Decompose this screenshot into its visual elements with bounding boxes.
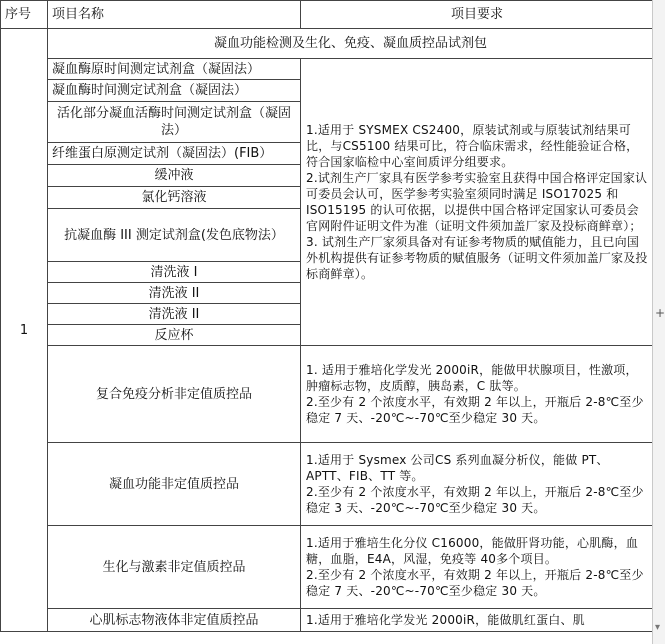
control-name: 复合免疫分析非定值质控品 — [48, 346, 301, 443]
reagent-name: 清洗液 I — [48, 262, 301, 283]
reagent-name: 清洗液 II — [48, 283, 301, 304]
requirement-text: 1. 适用于雅培化学发光 2000iR，能做甲状腺项目，性激项，肿瘤标志物，皮质醇，胰岛素，C 肽等。 — [306, 363, 638, 393]
reagent-name: 凝血酶时间测定试剂盒（凝固法） — [48, 80, 301, 102]
section-title: 凝血功能检测及生化、免疫、凝血质控品试剂包 — [48, 29, 654, 59]
control-name: 生化与激素非定值质控品 — [48, 526, 301, 609]
header-requirements: 项目要求 — [301, 1, 654, 29]
reagent-name: 凝血酶原时间测定试剂盒（凝固法） — [48, 59, 301, 80]
header-row — [1, 1, 654, 29]
table-row — [1, 526, 654, 609]
header-no: 序号 — [1, 1, 48, 29]
table-row — [1, 59, 654, 80]
control-name: 凝血功能非定值质控品 — [48, 443, 301, 526]
requirement-text: 1.适用于 SYSMEX CS2400，原装试剂或与原装试剂结果可比，与CS5100 结果可比，符合临床需求，经性能验证合格，符合国家临检中心室间质评分组要求。 — [306, 123, 639, 169]
requirement-text: 1.适用于 Sysmex 公司CS 系列血凝分析仪，能做 PT、APTT、FIB、TT 等。 — [306, 453, 609, 483]
requirement-text: 2.至少有 2 个浓度水平，有效期 2 年以上，开瓶后 2-8℃至少稳定 3 天、-20℃~-70℃至少稳定 30 天。 — [306, 485, 644, 515]
table-row — [1, 443, 654, 526]
requirement-text: 3. 试剂生产厂家须具备对有证参考物质的赋值能力，且已向国外机构提供有证参考物质的赋值服务（证明文件须加盖厂家及投标商鲜章）。 — [306, 235, 648, 281]
requirement-text: 1.适用于雅培生化分仪 C16000，能做肝肾功能，心肌酶，血糖，血脂，E4A，风湿，免疫等 40多个项目。 — [306, 536, 639, 566]
reagent-name: 纤维蛋白原测定试剂（凝固法）(FIB） — [48, 143, 301, 165]
control-requirements-cell — [301, 443, 654, 526]
table-row — [1, 346, 654, 443]
section-row — [1, 29, 654, 59]
table-row — [1, 609, 654, 632]
reagent-requirements-cell — [301, 59, 654, 346]
scroll-gutter[interactable] — [652, 0, 665, 644]
reagent-name: 缓冲液 — [48, 165, 301, 187]
add-icon[interactable]: + — [655, 306, 665, 320]
requirement-text: 1.适用于雅培化学发光 2000iR，能做肌红蛋白、肌 — [306, 613, 585, 627]
requirement-text: 2.至少有 2 个浓度水平，有效期 2 年以上，开瓶后 2-8℃至少稳定 7 天、-20℃~-70℃至少稳定 30 天。 — [306, 568, 644, 598]
control-requirements-cell — [301, 346, 654, 443]
row-number: 1 — [1, 29, 48, 632]
reagent-name: 清洗液 II — [48, 304, 301, 325]
control-requirements-cell — [301, 526, 654, 609]
requirement-text: 2.至少有 2 个浓度水平，有效期 2 年以上，开瓶后 2-8℃至少稳定 7 天、-20℃~-70℃至少稳定 30 天。 — [306, 395, 644, 425]
reagent-name: 活化部分凝血活酶时间测定试剂盒（凝固法） — [48, 102, 301, 143]
reagent-name: 氯化钙溶液 — [48, 187, 301, 209]
reagent-name: 反应杯 — [48, 325, 301, 346]
requirement-text: 2.试剂生产厂家具有医学参考实验室且获得中国合格评定国家认可委员会认可，医学参考实验室须同时满足 ISO17025 和 ISO15195 的认可依据，以提供中国合格评定国家认可委员会官网附件证明文件为准（证明文件须加盖厂家及投标商鲜章）； — [306, 171, 648, 233]
header-name: 项目名称 — [48, 1, 301, 29]
reagent-name: 抗凝血酶 III 测定试剂盒(发色底物法） — [48, 209, 301, 262]
gutter-divider — [652, 0, 653, 644]
chevron-down-icon[interactable]: ▾ — [655, 622, 661, 633]
control-name: 心肌标志物液体非定值质控品 — [48, 609, 301, 632]
control-requirements-cell — [301, 609, 654, 632]
